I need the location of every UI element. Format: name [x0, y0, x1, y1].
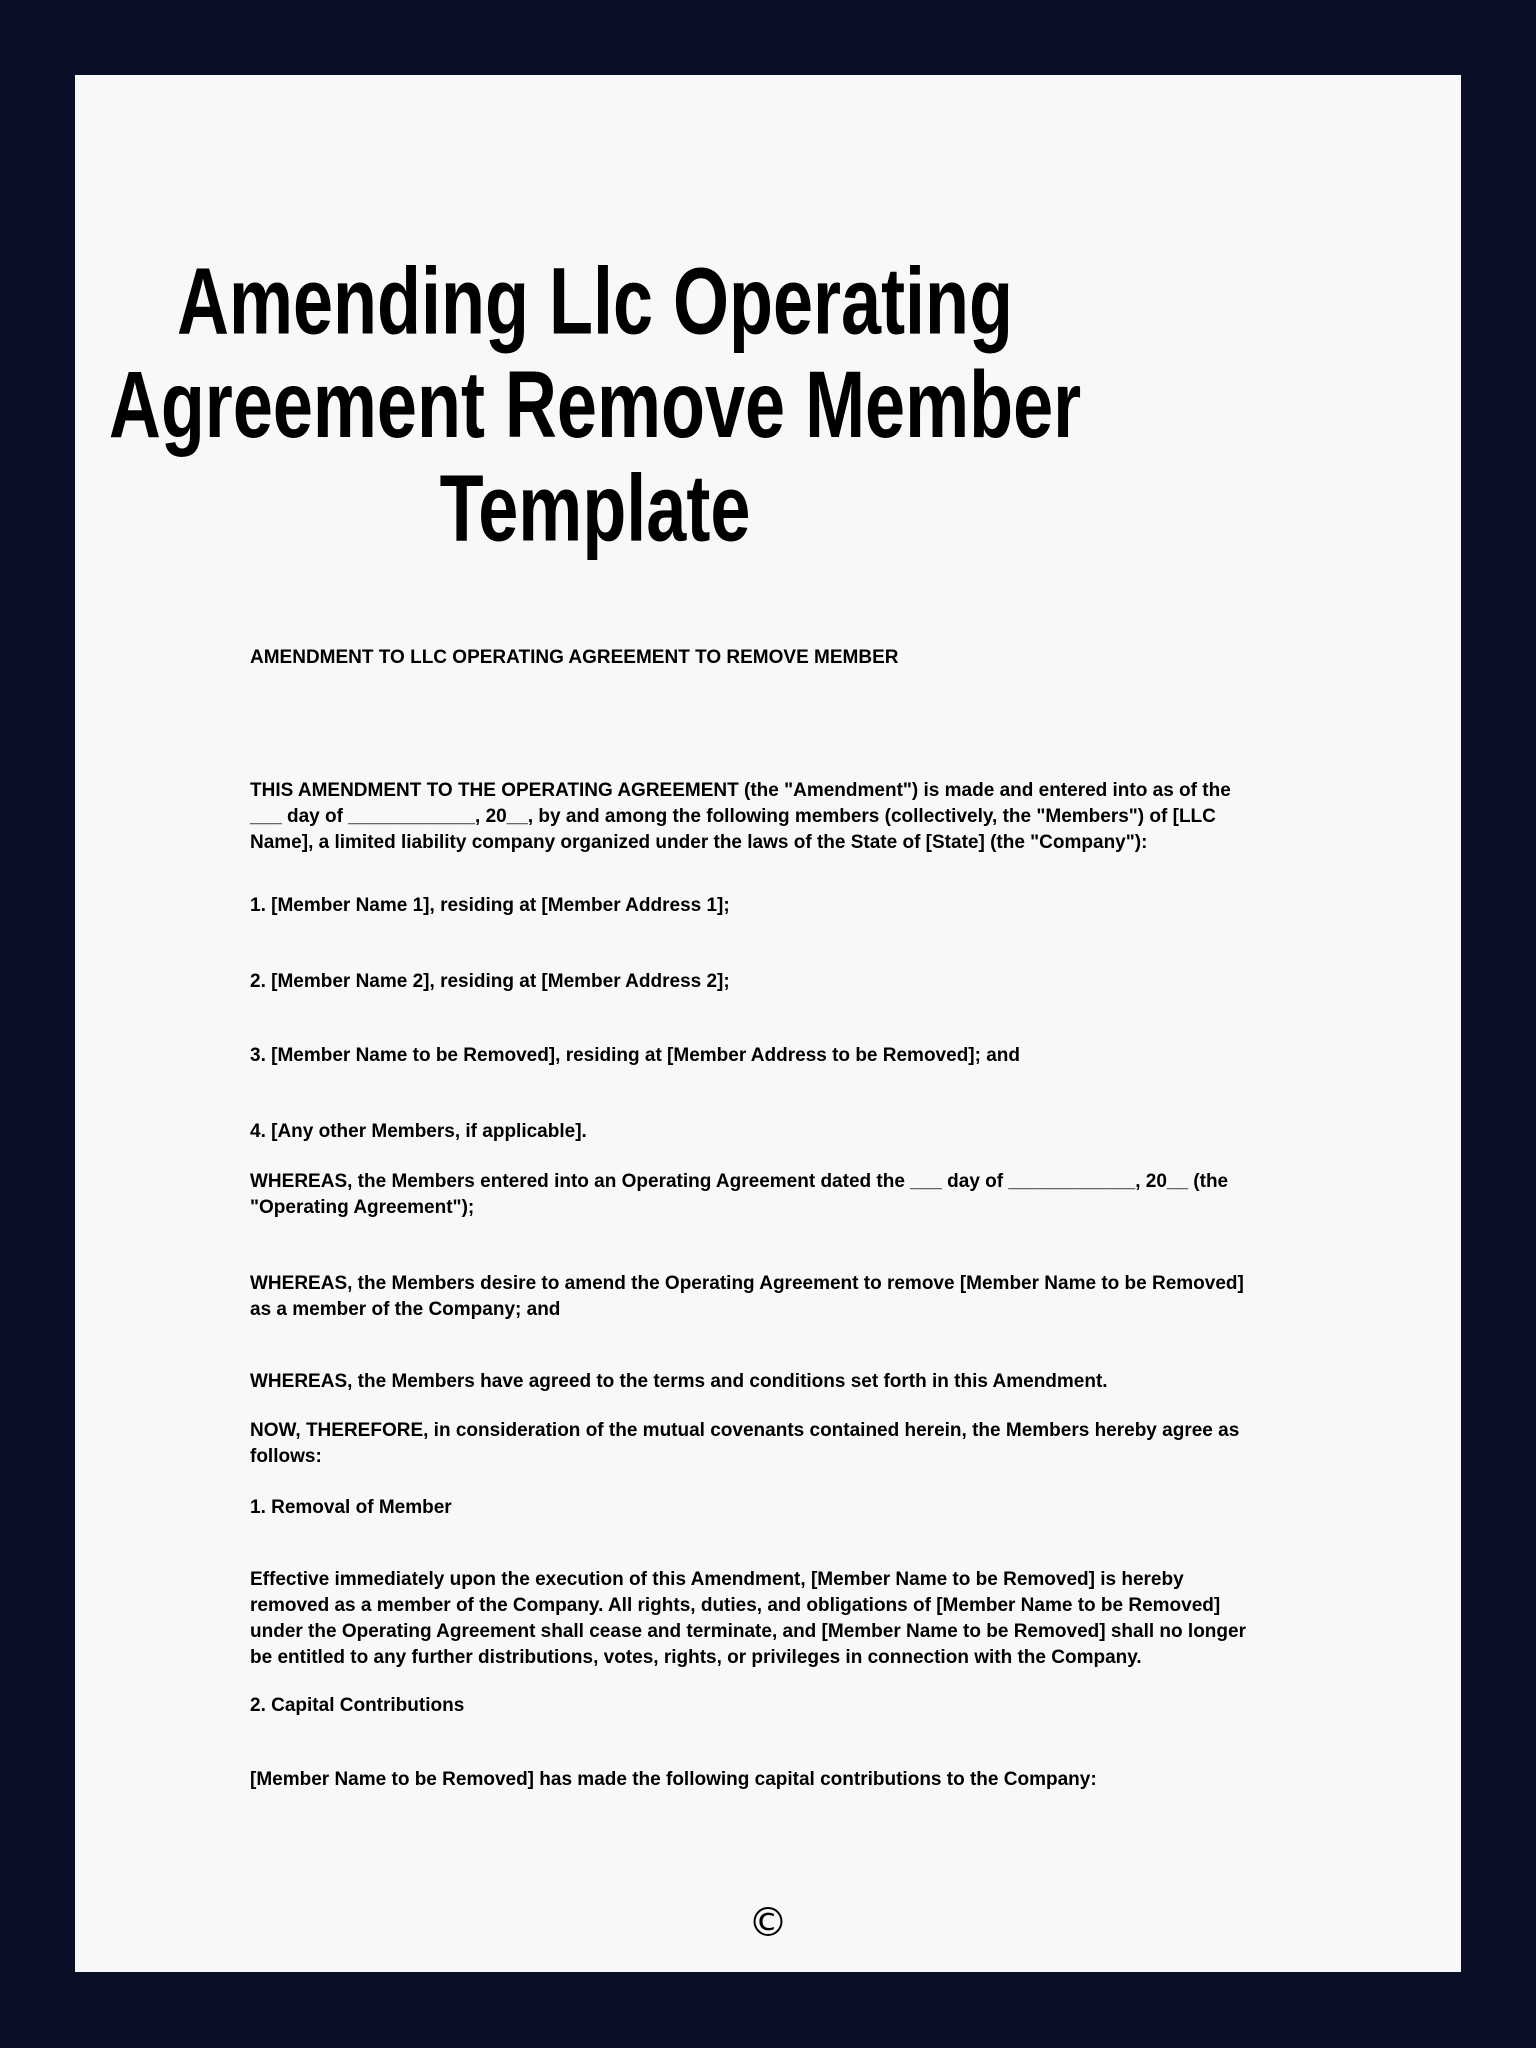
doc-paragraph: WHEREAS, the Members entered into an Operating Agreement dated the ___ day of ____________, 20__ (the "Operating Agreement");: [250, 1171, 1229, 1218]
page-title: Amending Llc Operating Agreement Remove Member Template: [108, 249, 1082, 562]
document-page: [75, 75, 1461, 1972]
doc-paragraph: Effective immediately upon the execution of this Amendment, [Member Name to be Removed] is hereby removed as a member of the Company. All rights, duties, and obligations of [Member Name to be Removed] under the Operating Agreement shall cease and terminate, and [Member Name to be Removed] shall no longer be entitled to any further distributions, votes, rights, or privileges in connection with the Company.: [250, 1569, 1246, 1668]
document-body: [250, 645, 1255, 1793]
doc-paragraph: THIS AMENDMENT TO THE OPERATING AGREEMENT (the "Amendment") is made and entered into as of the ___ day of ____________, 20__, by and among the following members (collectively, the "Members") of [LLC Name], a limited liability company organized under the laws of the State of [State] (the "Company"):: [250, 780, 1231, 853]
doc-list-item: 4. [Any other Members, if applicable].: [250, 1121, 587, 1142]
doc-list-item: 1. [Member Name 1], residing at [Member Address 1];: [250, 895, 730, 916]
doc-paragraph: WHEREAS, the Members have agreed to the terms and conditions set forth in this Amendment.: [250, 1371, 1108, 1392]
doc-section-heading: 1. Removal of Member: [250, 1497, 452, 1518]
doc-paragraph: NOW, THEREFORE, in consideration of the mutual covenants contained herein, the Members hereby agree as follows:: [250, 1420, 1240, 1467]
copyright-icon: ©: [748, 1900, 788, 1946]
doc-list-item: 3. [Member Name to be Removed], residing at [Member Address to be Removed]; and: [250, 1045, 1021, 1066]
doc-section-heading: 2. Capital Contributions: [250, 1695, 465, 1716]
doc-heading: AMENDMENT TO LLC OPERATING AGREEMENT TO REMOVE MEMBER: [250, 647, 899, 668]
doc-paragraph: [Member Name to be Removed] has made the following capital contributions to the Company:: [250, 1769, 1097, 1790]
doc-list-item: 2. [Member Name 2], residing at [Member Address 2];: [250, 971, 730, 992]
doc-paragraph: WHEREAS, the Members desire to amend the Operating Agreement to remove [Member Name to be Removed] as a member of the Company; and: [250, 1273, 1244, 1320]
